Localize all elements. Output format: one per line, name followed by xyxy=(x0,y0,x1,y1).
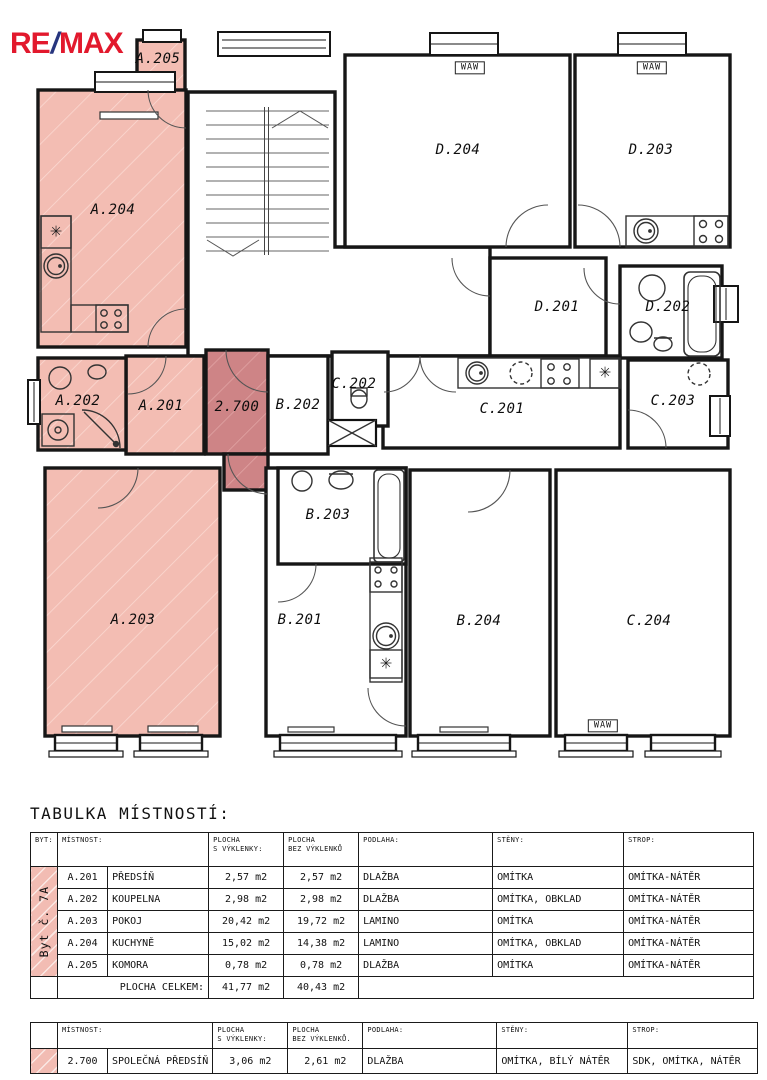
header-plocha-s: PLOCHA S VÝKLENKY: xyxy=(213,1023,288,1049)
table-row: A.204 KUCHYNĚ 15,02 m2 14,38 m2 LAMINO OMÍTKA, OBKLAD OMÍTKA-NÁTĚR xyxy=(31,933,754,955)
header-mistnost: MÍSTNOST: xyxy=(58,1023,213,1049)
byt-empty-cell xyxy=(31,977,58,999)
room-label-b203: B.203 xyxy=(305,507,351,523)
header-empty xyxy=(31,1023,58,1049)
waw-label: WAW xyxy=(637,61,667,74)
waw-label: WAW xyxy=(455,61,485,74)
table-row: 2.700 SPOLEČNÁ PŘEDSÍŇ 3,06 m2 2,61 m2 DLAŽBA OMÍTKA, BÍLÝ NÁTĚR SDK, OMÍTKA, NÁTĚR xyxy=(31,1049,758,1074)
header-mistnost: MÍSTNOST: xyxy=(58,833,209,867)
header-strop: STROP: xyxy=(624,833,754,867)
header-strop: STROP: xyxy=(628,1023,758,1049)
bottom-windows xyxy=(49,735,721,757)
common-area-table xyxy=(30,1022,758,1074)
table-row: Byt č. 7A A.201 PŘEDSÍŇ 2,57 m2 2,57 m2 DLAŽBA OMÍTKA OMÍTKA-NÁTĚR xyxy=(31,867,754,889)
room-label-a203: A.203 xyxy=(110,612,156,628)
room-label-a205: A.205 xyxy=(135,51,181,67)
room-label-d204: D.204 xyxy=(435,142,481,158)
header-plocha-bez: PLOCHA BEZ VÝKLENKŮ xyxy=(284,833,359,867)
room-label-c204: C.204 xyxy=(626,613,672,629)
byt-number-label: Byt č. 7A xyxy=(37,885,52,958)
table-row: A.202 KOUPELNA 2,98 m2 2,98 m2 DLAŽBA OMÍTKA, OBKLAD OMÍTKA-NÁTĚR xyxy=(31,889,754,911)
remax-logo-max: MAX xyxy=(59,27,123,60)
common-table-header-row xyxy=(31,1023,758,1049)
table-row: A.203 POKOJ 20,42 m2 19,72 m2 LAMINO OMÍTKA OMÍTKA-NÁTĚR xyxy=(31,911,754,933)
room-label-b202: B.202 xyxy=(275,397,321,413)
waw-label: WAW xyxy=(588,719,618,732)
remax-logo-re: RE xyxy=(10,27,50,60)
ventilation-icon: ✳ xyxy=(49,223,63,241)
total-row xyxy=(31,977,754,999)
room-label-2700: 2.700 xyxy=(214,399,260,415)
header-podlaha: PODLAHA: xyxy=(359,833,493,867)
room-label-b204: B.204 xyxy=(456,613,502,629)
shaft xyxy=(328,420,376,446)
room-label-c201: C.201 xyxy=(479,401,525,417)
header-steny: STĚNY: xyxy=(497,1023,628,1049)
remax-logo-slash: / xyxy=(50,27,59,60)
ventilation-icon: ✳ xyxy=(379,655,393,673)
header-plocha-bez: PLOCHA BEZ VÝKLENKŮ. xyxy=(288,1023,363,1049)
header-byt: BYT: xyxy=(31,833,58,867)
room-label-d201: D.201 xyxy=(534,299,580,315)
room-label-a204: A.204 xyxy=(90,202,136,218)
ventilation-icon: ✳ xyxy=(598,364,612,382)
total-plocha-s: 41,77 m2 xyxy=(209,977,284,999)
rooms-table xyxy=(30,832,754,999)
room-label-c203: C.203 xyxy=(650,393,696,409)
room-label-d203: D.203 xyxy=(628,142,674,158)
header-podlaha: PODLAHA: xyxy=(363,1023,497,1049)
header-plocha-s: PLOCHA S VÝKLENKY: xyxy=(209,833,284,867)
rooms-table-header-row xyxy=(31,833,754,867)
room-label-a202: A.202 xyxy=(55,393,101,409)
rooms-table-title: TABULKA MÍSTNOSTÍ: xyxy=(30,804,231,823)
byt-number-cell xyxy=(31,867,58,977)
room-label-a201: A.201 xyxy=(138,398,184,414)
room-label-c202: C.202 xyxy=(331,376,377,392)
room-label-d202: D.202 xyxy=(645,299,691,315)
room-label-b201: B.201 xyxy=(277,612,323,628)
total-plocha-bez: 40,43 m2 xyxy=(284,977,359,999)
total-label: PLOCHA CELKEM: xyxy=(58,977,209,999)
table-row: A.205 KOMORA 0,78 m2 0,78 m2 DLAŽBA OMÍTKA OMÍTKA-NÁTĚR xyxy=(31,955,754,977)
common-color-cell xyxy=(31,1049,58,1074)
staircase xyxy=(206,107,329,256)
header-steny: STĚNY: xyxy=(493,833,624,867)
